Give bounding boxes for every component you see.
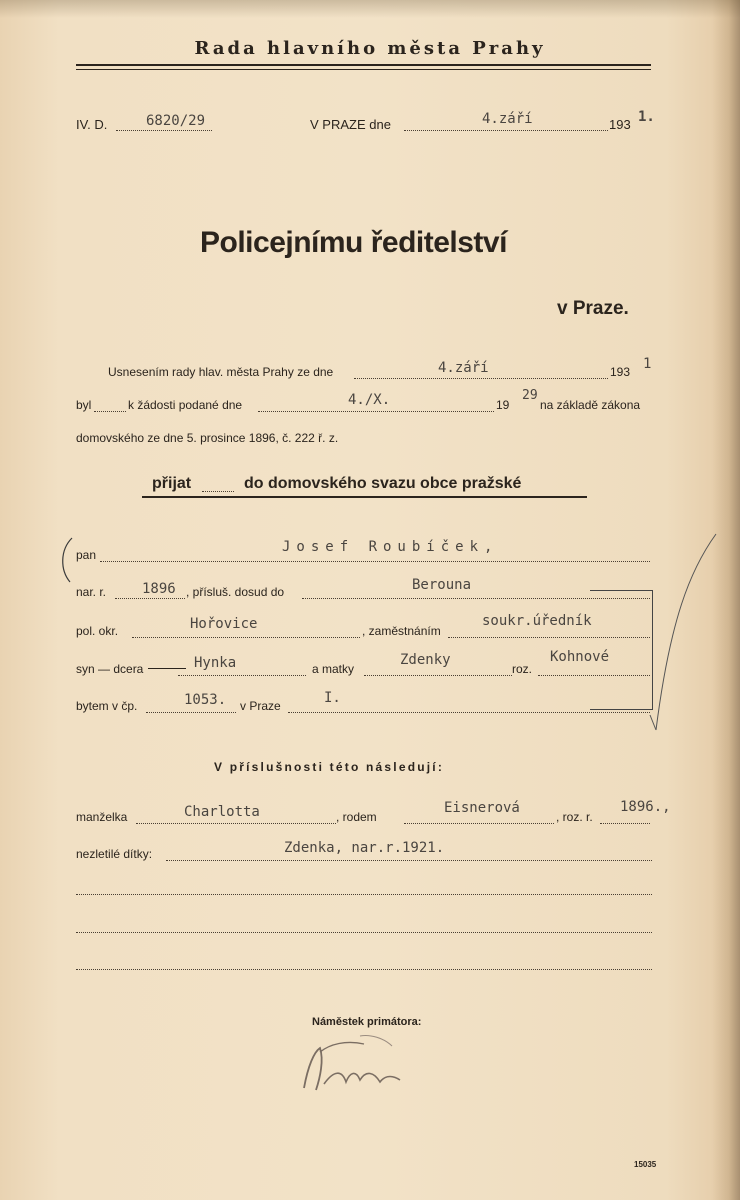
- pen-mark-right: [640, 530, 720, 740]
- decision-dots: [202, 477, 234, 492]
- letterhead-rule-thin: [76, 69, 651, 70]
- origin-label: , přísluš. dosud do: [186, 585, 285, 599]
- children-label: nezletilé dítky:: [76, 847, 153, 861]
- resolution-byl-line: [94, 397, 126, 412]
- reference-date: 4.září: [482, 111, 533, 127]
- resolution-request-date: 4./X.: [348, 392, 391, 408]
- reference-year-prefix: 193: [609, 117, 631, 132]
- form-number: 15035: [634, 1160, 657, 1169]
- blank-line-2: [76, 918, 652, 933]
- resolution-year-suffix: 1: [643, 356, 652, 372]
- born-label: nar. r.: [76, 585, 107, 599]
- addressee-name: Policejnímu ředitelství: [200, 226, 507, 259]
- wife-born: 1896.,: [620, 799, 671, 815]
- signature-title: Náměstek primátora:: [312, 1016, 422, 1028]
- district-label: pol. okr.: [76, 624, 119, 638]
- parents-son-label: syn — dcera: [76, 662, 144, 676]
- maiden-label: roz.: [512, 662, 533, 676]
- wife-born-label: , roz. r.: [556, 810, 593, 824]
- blank-line-1: [76, 880, 652, 895]
- children-value: Zdenka, nar.r.1921.: [284, 840, 445, 856]
- decision-text: do domovského svazu obce pražské: [244, 475, 522, 492]
- resolution-date: 4.září: [438, 360, 489, 376]
- born-year: 1896: [142, 581, 176, 597]
- residence-district: I.: [324, 690, 341, 706]
- wife-name: Charlotta: [184, 804, 260, 820]
- maiden-name: Kohnové: [550, 649, 610, 665]
- dependents-heading: V příslušnosti této následují:: [214, 760, 445, 774]
- mother-name: Zdenky: [400, 652, 451, 668]
- father-name: Hynka: [194, 655, 237, 671]
- residence-city-label: v Praze: [240, 699, 281, 713]
- wife-maiden: Eisnerová: [444, 800, 520, 816]
- wife-label: manželka: [76, 810, 128, 824]
- occupation-label: , zaměstnáním: [362, 624, 441, 638]
- residence-label: bytem v čp.: [76, 699, 138, 713]
- resolution-line2-label-a: byl: [76, 398, 92, 412]
- wife-maiden-label: , rodem: [336, 810, 377, 824]
- house-no: 1053.: [184, 692, 227, 708]
- resolution-year-prefix: 193: [610, 365, 631, 379]
- decision-word: přijat: [152, 475, 192, 492]
- person-pan-label: pan: [76, 548, 97, 562]
- blank-line-3: [76, 955, 652, 970]
- occupation-value: soukr.úředník: [482, 613, 592, 629]
- district-value: Hořovice: [190, 616, 258, 632]
- resolution-line1-label: Usnesením rady hlav. města Prahy ze dne: [108, 365, 334, 379]
- mother-label: a matky: [312, 662, 355, 676]
- addressee-city: v Praze.: [557, 298, 629, 319]
- reference-year-suffix: 1.: [638, 109, 655, 125]
- paper-top-shadow: [0, 0, 740, 18]
- reference-prefix: IV. D.: [76, 117, 108, 132]
- resolution-line2-label-c: na základě zákona: [540, 398, 641, 412]
- handwritten-signature: [290, 1030, 410, 1100]
- reference-number: 6820/29: [146, 113, 206, 129]
- origin-value: Berouna: [412, 577, 472, 593]
- person-name: Josef Roubíček,: [282, 539, 499, 555]
- reference-place-label: V PRAZE dne: [310, 117, 391, 132]
- resolution-request-year-prefix: 19: [496, 398, 510, 412]
- letterhead-title: Rada hlavního města Prahy: [194, 38, 546, 59]
- resolution-request-year-suffix: 29: [522, 388, 538, 403]
- resolution-line2-label-b: k žádosti podané dne: [128, 398, 243, 412]
- decision-underline: [142, 496, 587, 498]
- resolution-line3: domovského ze dne 5. prosince 1896, č. 222 ř. z.: [76, 431, 339, 445]
- letterhead-rule: [76, 64, 651, 66]
